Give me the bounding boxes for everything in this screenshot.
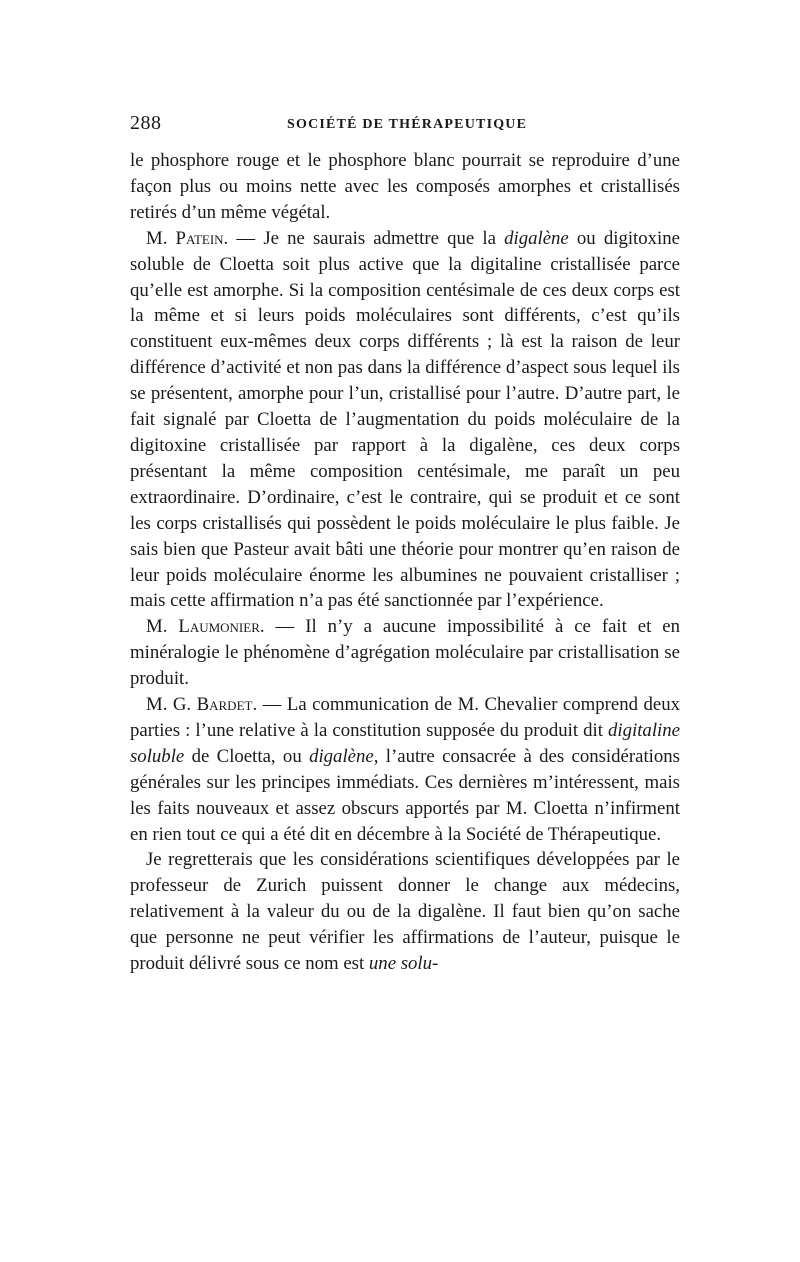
paragraph-3 [130,614,680,692]
paragraph-text: . — Il n’y a aucune impossibilité à ce fait et en minéralogie le phénomène d’agrégation moléculaire par cristallisation se produit. [130,616,681,690]
speaker-prefix: M. [146,616,179,638]
paragraph-1 [130,148,680,226]
speaker-prefix: M. [146,227,176,249]
running-header [130,104,680,134]
paragraph-text: ou digitoxine soluble de Cloetta soit plus active que la digitaline cristallisée parce qu’elle est amorphe. Si la composition centésimale de ces deux corps est la même et si leurs poids moléculaires sont différents, c’est qu’ils constituent eux-mêmes deux corps différents ; là est la raison de leur différence d’activité et non pas dans la différence d’aspect sous lequel ils se présentent, amorphe pour l’un, cristallisé pour l’autre. D’autre part, le fait signalé par Cloetta de l’augmentation du poids moléculaire de la digitoxine cristallisée par rapport à la digalène, ces deux corps présentant la même composition centésimale, me paraît un peu extraordinaire. D’ordinaire, c’est le contraire, qui se produit et ce sont les corps cristallisés qui possèdent le poids moléculaire le plus faible. Je sais bien que Pasteur avait bâti une théorie pour montrer qu’en raison de leur poids moléculaire énorme les albumines ne pouvaient cristalliser ; mais cette affirmation n’a pas été sanctionnée par l’expérience. [130,227,680,612]
running-title: SOCIÉTÉ DE THÉRAPEUTIQUE [287,117,528,132]
paragraph-text: . — Je ne saurais admettre que la [223,227,505,249]
speaker-name: Patein [175,227,224,249]
paragraph-text: , l’autre consacrée à des considérations générales sur les principes immédiats. Ces dernières m’intéressent, mais les faits nouveaux et assez obscurs apportés par M. Cloetta n’infirment en rien tout ce qui a été dit en décembre à la Société de Thérapeutique. [130,745,680,845]
paragraph-text: Je regretterais que les considérations scientifiques développées par le professeur de Zurich puissent donner le change aux médecins, relativement à la valeur du ou de la digalène. Il faut bien qu’on sache que personne ne peut vérifier les affirmations de l’auteur, puisque le produit délivré sous ce nom est [130,849,680,975]
italic-term: digitaline soluble [130,719,680,767]
italic-term: digalène [309,745,374,767]
book-page [130,104,680,977]
paragraph-text: . — La communication de M. Chevalier comprend deux parties : l’une relative à la constitution supposée du produit dit [130,694,681,741]
page-number: 288 [130,112,162,134]
speaker-prefix: M. G. [146,694,197,716]
body-text [130,148,680,977]
paragraph-4 [130,692,680,847]
speaker-name: Laumonier [178,616,260,638]
speaker-name: Bardet [196,694,253,716]
italic-term: digalène [504,227,569,249]
italic-term: une solu- [368,953,439,975]
paragraph-text: le phosphore rouge et le phosphore blanc pourrait se reproduire d’une façon plus ou moins nette avec les composés amorphes et cristallisés retirés d’un même végétal. [130,150,680,223]
paragraph-text: de Cloetta, ou [184,745,310,767]
paragraph-2 [130,226,680,615]
paragraph-5 [130,847,680,977]
